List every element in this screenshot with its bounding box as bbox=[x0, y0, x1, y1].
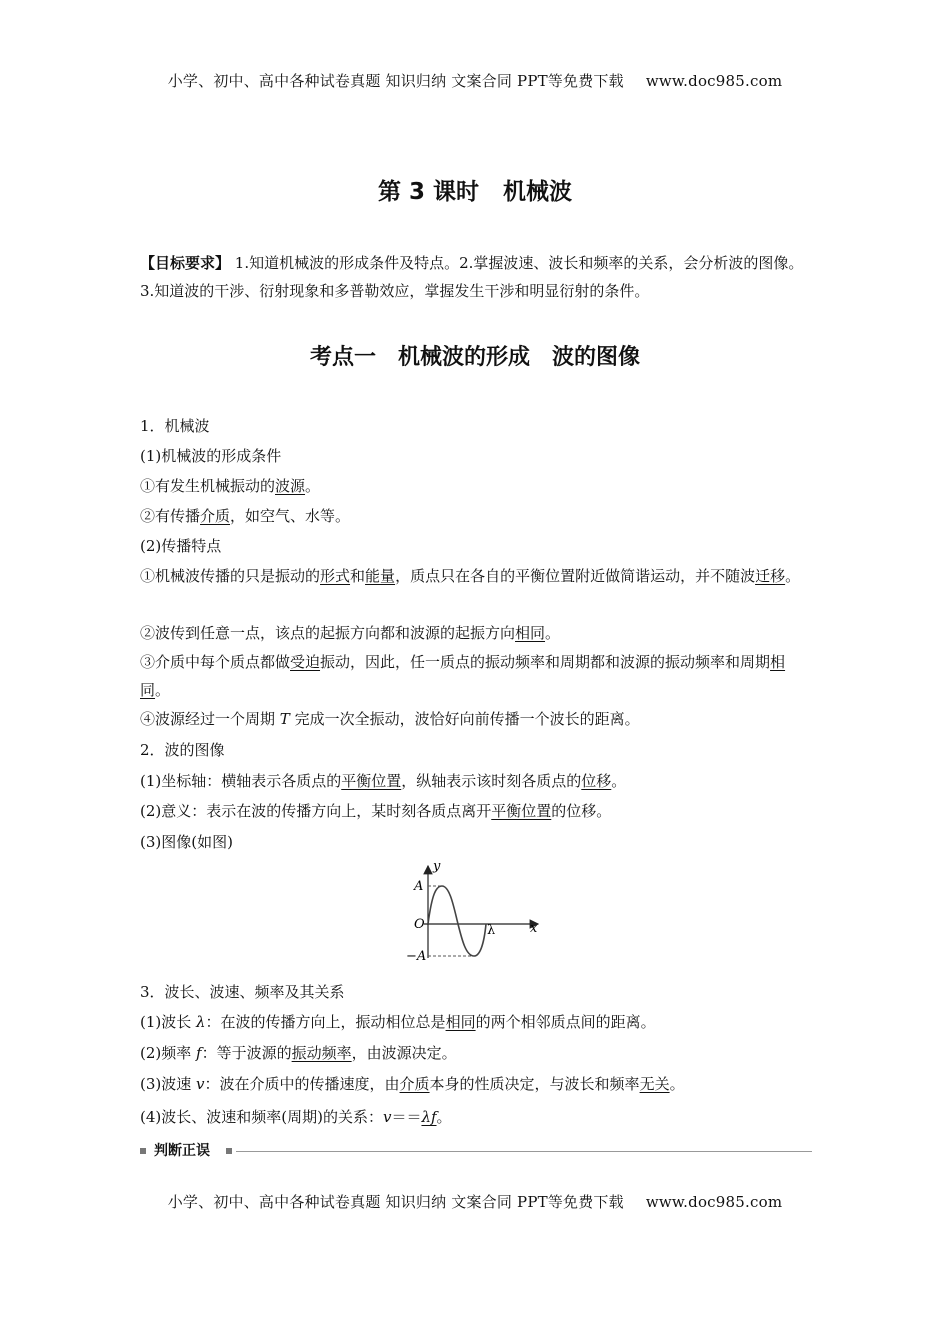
s2-line1: (1)坐标轴：横轴表示各质点的平衡位置，纵轴表示该时刻各质点的位移。 bbox=[140, 772, 627, 790]
s3-line1: (1)波长 λ：在波的传播方向上，振动相位总是相同的两个相邻质点间的距离。 bbox=[140, 1013, 656, 1031]
goal-paragraph bbox=[140, 249, 812, 305]
label-y: y bbox=[433, 859, 441, 874]
wave-figure bbox=[398, 858, 548, 970]
s1-point4: ④波源经过一个周期 T 完成一次全振动，波恰好向前传播一个波长的距离。 bbox=[140, 710, 640, 728]
section-title-part1: 考点一 bbox=[309, 345, 376, 370]
s1-sub2: (2)传播特点 bbox=[140, 537, 222, 555]
page-footer bbox=[0, 1191, 950, 1212]
s1-heading: 1．机械波 bbox=[140, 417, 210, 435]
s3-line2: (2)频率 f：等于波源的振动频率，由波源决定。 bbox=[140, 1044, 457, 1062]
label-x: x bbox=[530, 921, 538, 936]
section-title-part2: 机械波的形成 波的图像 bbox=[398, 345, 641, 370]
square-marker-icon bbox=[226, 1148, 232, 1154]
label-lambda: λ bbox=[487, 923, 496, 938]
s1-cond2: ②有传播介质，如空气、水等。 bbox=[140, 507, 351, 525]
square-marker-icon bbox=[140, 1148, 146, 1154]
judge-label: 判断正误 bbox=[154, 1143, 210, 1159]
divider-line bbox=[236, 1151, 812, 1152]
header-text: 小学、初中、高中各种试卷真题 知识归纳 文案合同 PPT等免费下载 bbox=[167, 72, 624, 90]
label-negA: −A bbox=[406, 949, 427, 964]
footer-site: www.doc985.com bbox=[645, 1193, 783, 1211]
title-part1: 第 3 课时 bbox=[377, 179, 480, 205]
judge-section-header bbox=[140, 1141, 812, 1161]
s3-heading: 3．波长、波速、频率及其关系 bbox=[140, 983, 345, 1001]
label-A: A bbox=[414, 879, 424, 894]
s1-sub1: (1)机械波的形成条件 bbox=[140, 447, 282, 465]
s3-line4: (4)波长、波速和频率(周期)的关系：v＝＝λf。 bbox=[140, 1108, 452, 1126]
s1-cond1: ①有发生机械振动的波源。 bbox=[140, 477, 321, 495]
s1-point1: ①机械波传播的只是振动的形式和能量，质点只在各自的平衡位置附近做简谐运动，并不随波迁移。 bbox=[140, 567, 801, 585]
header-site: www.doc985.com bbox=[645, 72, 783, 90]
s1-point3: ③介质中每个质点都做受迫振动，因此，任一质点的振动频率和周期都和波源的振动频率和周期相同。 bbox=[140, 653, 786, 699]
section-title bbox=[0, 340, 950, 371]
label-O: O bbox=[414, 917, 425, 932]
goal-label: 【目标要求】 bbox=[140, 254, 231, 272]
lesson-title bbox=[0, 173, 950, 206]
footer-text: 小学、初中、高中各种试卷真题 知识归纳 文案合同 PPT等免费下载 bbox=[167, 1193, 624, 1211]
s3-line3: (3)波速 v：波在介质中的传播速度，由介质本身的性质决定，与波长和频率无关。 bbox=[140, 1075, 685, 1093]
page-header bbox=[0, 70, 950, 91]
s2-line2: (2)意义：表示在波的传播方向上，某时刻各质点离开平衡位置的位移。 bbox=[140, 802, 612, 820]
s1-point2: ②波传到任意一点，该点的起振方向都和波源的起振方向相同。 bbox=[140, 624, 561, 642]
title-part2: 机械波 bbox=[503, 179, 573, 205]
wave-curve bbox=[428, 886, 486, 956]
s2-heading: 2．波的图像 bbox=[140, 741, 225, 759]
s2-line3: (3)图像(如图) bbox=[140, 833, 233, 851]
goal-text: 1.知道机械波的形成条件及特点。2.掌握波速、波长和频率的关系，会分析波的图像。3.知道波的干涉、衍射现象和多普勒效应，掌握发生干涉和明显衍射的条件。 bbox=[140, 254, 804, 300]
